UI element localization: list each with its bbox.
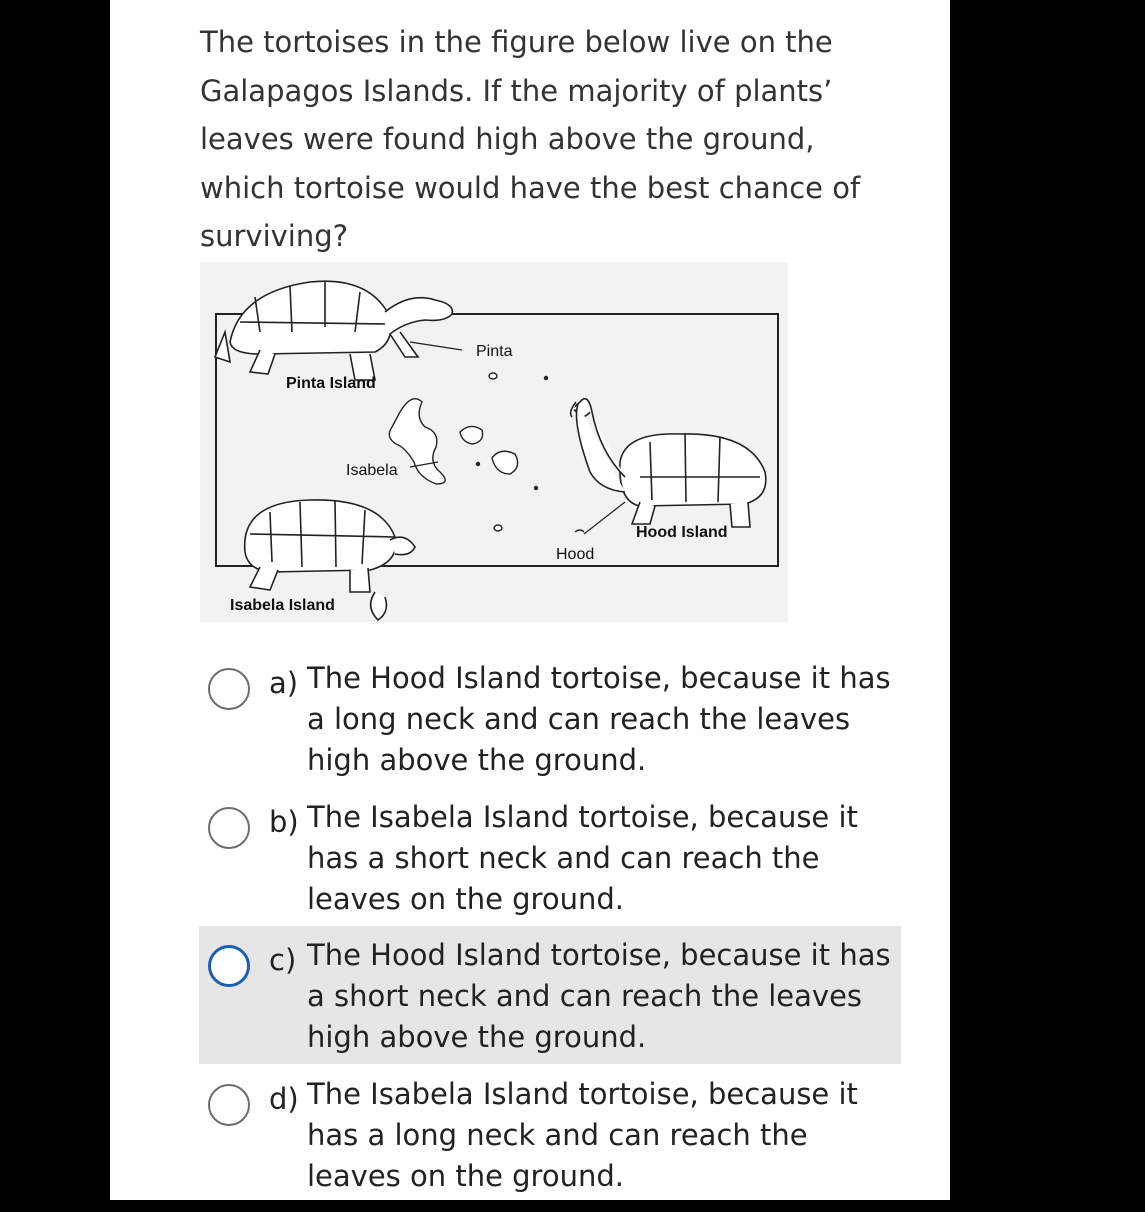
galapagos-islands (389, 373, 584, 532)
option-text-c: The Hood Island tortoise, because it has a short neck and can reach the leaves high above the ground. (307, 938, 891, 1054)
answer-option-d[interactable] (199, 1074, 901, 1212)
option-letter-d: d) (269, 1082, 299, 1116)
answer-option-c[interactable] (199, 926, 901, 1064)
radio-button-d[interactable] (208, 1084, 250, 1126)
hood-island-tortoise-drawing (571, 399, 766, 527)
radio-button-a[interactable] (208, 668, 250, 710)
answer-option-b[interactable] (199, 797, 901, 935)
option-letter-b: b) (269, 805, 299, 839)
pinta-island-tortoise-drawing (215, 281, 452, 380)
quiz-page (110, 0, 950, 1200)
radio-button-c[interactable] (208, 945, 250, 987)
question-text: The tortoises in the figure below live on the Galapagos Islands. If the majority of plants’ leaves were found high above the ground, which tortoise would have the best chance of surviving? (200, 25, 861, 253)
galapagos-tortoise-figure (200, 262, 788, 622)
isabela-island-label: Isabela Island (230, 597, 335, 614)
pinta-label: Pinta (476, 343, 513, 360)
option-text-d: The Isabela Island tortoise, because it has a long neck and can reach the leaves on the ground. (307, 1077, 858, 1193)
option-letter-c: c) (269, 943, 297, 977)
santiago-island-shape (460, 426, 483, 444)
option-letter-a: a) (269, 666, 299, 700)
option-text-b: The Isabela Island tortoise, because it has a short neck and can reach the leaves on the ground. (307, 800, 858, 916)
galapagos-map-illustration (200, 262, 788, 622)
isabela-island-shape (389, 399, 445, 484)
pinta-island-label: Pinta Island (286, 375, 376, 392)
hood-island-label: Hood Island (636, 524, 728, 541)
radio-button-b[interactable] (208, 807, 250, 849)
isabela-label: Isabela (346, 462, 398, 479)
option-text-a: The Hood Island tortoise, because it has a long neck and can reach the leaves high above the ground. (307, 661, 891, 777)
hood-label: Hood (556, 546, 595, 563)
answer-option-a[interactable] (199, 658, 901, 796)
santa-cruz-island-shape (492, 451, 518, 474)
